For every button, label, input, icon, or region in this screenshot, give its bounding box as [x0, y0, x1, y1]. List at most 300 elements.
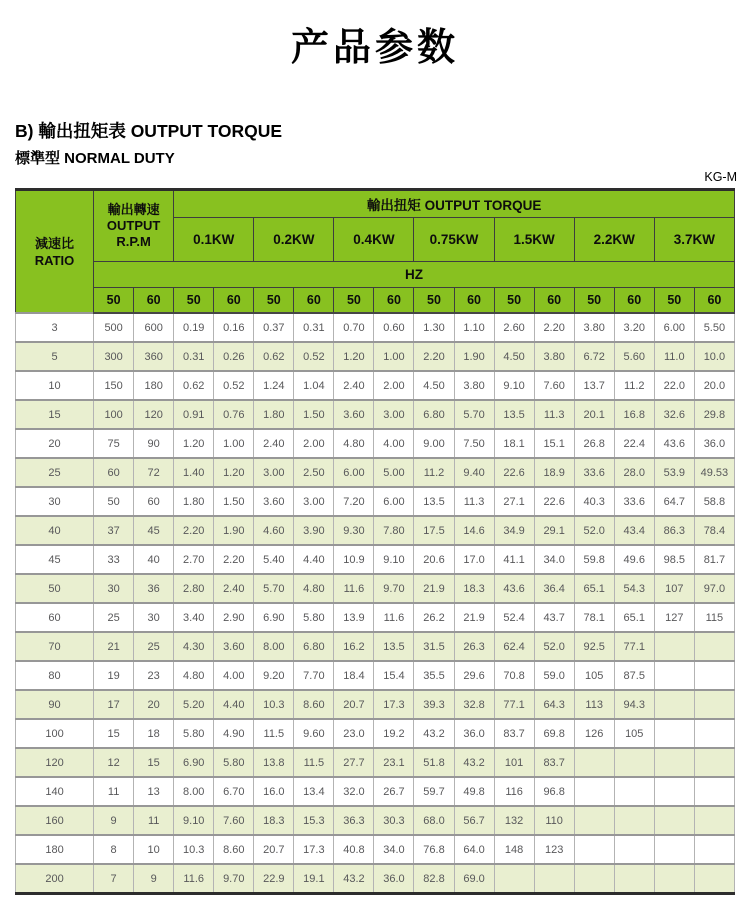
torque-cell: 14.6: [454, 516, 494, 545]
torque-cell: 17.5: [414, 516, 454, 545]
kw-column-header: 3.7KW: [654, 218, 734, 262]
torque-cell: 5.80: [214, 748, 254, 777]
torque-cell: 11.3: [454, 487, 494, 516]
torque-cell: 13.5: [494, 400, 534, 429]
torque-cell: 43.6: [494, 574, 534, 603]
torque-cell: 97.0: [694, 574, 734, 603]
torque-cell: 22.6: [534, 487, 574, 516]
torque-cell: 20.7: [334, 690, 374, 719]
torque-cell: 23.1: [374, 748, 414, 777]
torque-cell: 9.40: [454, 458, 494, 487]
hz-value-header: 60: [294, 288, 334, 314]
torque-cell: 126: [574, 719, 614, 748]
table-row: [16, 719, 735, 748]
kw-column-header: 0.2KW: [254, 218, 334, 262]
torque-cell: 1.90: [214, 516, 254, 545]
torque-cell: 62.4: [494, 632, 534, 661]
table-row: [16, 342, 735, 371]
torque-cell: 115: [694, 603, 734, 632]
page-title: 产品参数: [290, 27, 459, 69]
torque-cell: 68.0: [414, 806, 454, 835]
torque-cell: 4.00: [214, 661, 254, 690]
torque-cell: 53.9: [654, 458, 694, 487]
ratio-column-header: [16, 190, 94, 314]
torque-cell: 51.8: [414, 748, 454, 777]
torque-cell: 5.50: [694, 313, 734, 342]
ratio-cell: 60: [16, 603, 94, 632]
torque-cell: 11.3: [534, 400, 574, 429]
torque-cell: 7.50: [454, 429, 494, 458]
torque-cell: 11.6: [334, 574, 374, 603]
rpm-cell: 9: [134, 864, 174, 894]
rpm-cell: 19: [94, 661, 134, 690]
section-subheading-normal-duty: 標準型 NORMAL DUTY: [15, 150, 175, 167]
hz-group-header: HZ: [94, 262, 735, 288]
torque-cell: 9.20: [254, 661, 294, 690]
torque-cell: 5.70: [254, 574, 294, 603]
torque-cell: 29.6: [454, 661, 494, 690]
header-row-hz-values: [16, 288, 735, 314]
torque-cell: 6.00: [334, 458, 374, 487]
torque-cell: [574, 777, 614, 806]
rpm-cell: 21: [94, 632, 134, 661]
torque-cell: 4.80: [174, 661, 214, 690]
torque-cell: 81.7: [694, 545, 734, 574]
torque-cell: 15.4: [374, 661, 414, 690]
torque-cell: 19.2: [374, 719, 414, 748]
torque-cell: 4.80: [294, 574, 334, 603]
kw-column-header: 0.4KW: [334, 218, 414, 262]
torque-cell: 22.6: [494, 458, 534, 487]
kw-column-header: 2.2KW: [574, 218, 654, 262]
torque-cell: 27.7: [334, 748, 374, 777]
hz-value-header: 60: [694, 288, 734, 314]
torque-cell: [694, 632, 734, 661]
torque-cell: 4.40: [294, 545, 334, 574]
torque-cell: 13.7: [574, 371, 614, 400]
torque-cell: 34.0: [374, 835, 414, 864]
torque-cell: 54.3: [614, 574, 654, 603]
torque-cell: 4.90: [214, 719, 254, 748]
torque-cell: 18.3: [254, 806, 294, 835]
ratio-cell: 120: [16, 748, 94, 777]
torque-cell: [614, 777, 654, 806]
torque-cell: 5.70: [454, 400, 494, 429]
table-row: [16, 429, 735, 458]
torque-cell: 20.6: [414, 545, 454, 574]
rpm-cell: 360: [134, 342, 174, 371]
rpm-cell: 11: [134, 806, 174, 835]
torque-cell: [694, 748, 734, 777]
torque-cell: 17.3: [294, 835, 334, 864]
torque-cell: 6.70: [214, 777, 254, 806]
rpm-cell: 40: [134, 545, 174, 574]
torque-cell: 87.5: [614, 661, 654, 690]
torque-cell: 64.3: [534, 690, 574, 719]
torque-cell: 101: [494, 748, 534, 777]
torque-cell: 43.2: [334, 864, 374, 894]
torque-cell: 39.3: [414, 690, 454, 719]
torque-cell: [654, 719, 694, 748]
hz-value-header: 60: [614, 288, 654, 314]
ratio-cell: 30: [16, 487, 94, 516]
torque-cell: 2.40: [334, 371, 374, 400]
torque-cell: 2.40: [254, 429, 294, 458]
torque-cell: 40.8: [334, 835, 374, 864]
torque-cell: 1.50: [214, 487, 254, 516]
torque-cell: 0.62: [254, 342, 294, 371]
rpm-cell: 72: [134, 458, 174, 487]
header-row-hz: [16, 262, 735, 288]
torque-cell: 3.60: [254, 487, 294, 516]
torque-cell: 26.8: [574, 429, 614, 458]
table-row: [16, 603, 735, 632]
torque-cell: 4.50: [414, 371, 454, 400]
ratio-cell: 90: [16, 690, 94, 719]
torque-cell: 2.20: [174, 516, 214, 545]
torque-cell: 5.80: [174, 719, 214, 748]
torque-cell: 65.1: [614, 603, 654, 632]
torque-cell: 32.0: [334, 777, 374, 806]
rpm-cell: 8: [94, 835, 134, 864]
hz-value-header: 50: [174, 288, 214, 314]
torque-cell: 9.70: [214, 864, 254, 894]
torque-cell: 7.20: [334, 487, 374, 516]
torque-cell: [494, 864, 534, 894]
hz-value-header: 60: [534, 288, 574, 314]
torque-cell: 1.90: [454, 342, 494, 371]
torque-cell: 43.4: [614, 516, 654, 545]
torque-cell: 0.70: [334, 313, 374, 342]
ratio-cell: 80: [16, 661, 94, 690]
torque-cell: 23.0: [334, 719, 374, 748]
torque-cell: 2.00: [374, 371, 414, 400]
torque-cell: 83.7: [534, 748, 574, 777]
torque-cell: 11.2: [614, 371, 654, 400]
torque-cell: 1.10: [454, 313, 494, 342]
torque-cell: 18.4: [334, 661, 374, 690]
kw-column-header: 1.5KW: [494, 218, 574, 262]
ratio-cell: 15: [16, 400, 94, 429]
torque-cell: 18.3: [454, 574, 494, 603]
hz-value-header: 60: [454, 288, 494, 314]
torque-cell: 36.0: [374, 864, 414, 894]
rpm-cell: 120: [134, 400, 174, 429]
torque-cell: 3.00: [294, 487, 334, 516]
torque-cell: 49.6: [614, 545, 654, 574]
torque-cell: [694, 661, 734, 690]
torque-cell: 105: [614, 719, 654, 748]
torque-cell: 0.60: [374, 313, 414, 342]
torque-cell: 1.04: [294, 371, 334, 400]
torque-cell: 4.30: [174, 632, 214, 661]
torque-cell: 11.0: [654, 342, 694, 371]
rpm-cell: 150: [94, 371, 134, 400]
rpm-cell: 12: [94, 748, 134, 777]
rpm-cell: 30: [94, 574, 134, 603]
ratio-cell: 50: [16, 574, 94, 603]
torque-cell: 0.37: [254, 313, 294, 342]
torque-cell: 32.8: [454, 690, 494, 719]
torque-cell: 64.7: [654, 487, 694, 516]
ratio-cell: 70: [16, 632, 94, 661]
rpm-label-en2: R.P.M: [116, 234, 151, 249]
torque-cell: 78.1: [574, 603, 614, 632]
torque-cell: 7.80: [374, 516, 414, 545]
torque-cell: 5.60: [614, 342, 654, 371]
hz-value-header: 50: [654, 288, 694, 314]
torque-cell: 70.8: [494, 661, 534, 690]
torque-cell: 4.50: [494, 342, 534, 371]
torque-cell: 43.2: [454, 748, 494, 777]
torque-cell: 105: [574, 661, 614, 690]
torque-cell: 21.9: [414, 574, 454, 603]
torque-cell: 3.40: [174, 603, 214, 632]
rpm-cell: 100: [94, 400, 134, 429]
torque-cell: 5.40: [254, 545, 294, 574]
torque-cell: 36.4: [534, 574, 574, 603]
torque-cell: [574, 864, 614, 894]
rpm-cell: 13: [134, 777, 174, 806]
torque-cell: 82.8: [414, 864, 454, 894]
rpm-cell: 15: [134, 748, 174, 777]
hz-value-header: 50: [94, 288, 134, 314]
torque-cell: [614, 835, 654, 864]
torque-cell: 33.6: [574, 458, 614, 487]
torque-cell: [654, 632, 694, 661]
torque-cell: 43.6: [654, 429, 694, 458]
torque-cell: 2.20: [214, 545, 254, 574]
torque-cell: [574, 806, 614, 835]
torque-cell: 10.3: [174, 835, 214, 864]
hz-value-header: 60: [374, 288, 414, 314]
torque-cell: 8.00: [174, 777, 214, 806]
kw-column-header: 0.1KW: [174, 218, 254, 262]
hz-value-header: 60: [134, 288, 174, 314]
ratio-cell: 45: [16, 545, 94, 574]
table-row: [16, 313, 735, 342]
torque-cell: 36.0: [454, 719, 494, 748]
torque-cell: 34.9: [494, 516, 534, 545]
torque-cell: 6.90: [174, 748, 214, 777]
torque-cell: 52.0: [534, 632, 574, 661]
torque-group-header: 輸出扭矩 OUTPUT TORQUE: [174, 190, 735, 218]
torque-cell: 35.5: [414, 661, 454, 690]
torque-cell: 43.7: [534, 603, 574, 632]
torque-cell: 3.60: [334, 400, 374, 429]
ratio-cell: 180: [16, 835, 94, 864]
torque-cell: 1.50: [294, 400, 334, 429]
torque-cell: 2.50: [294, 458, 334, 487]
torque-cell: 13.5: [414, 487, 454, 516]
torque-cell: 0.19: [174, 313, 214, 342]
torque-cell: 2.20: [534, 313, 574, 342]
torque-cell: [654, 806, 694, 835]
torque-cell: 8.60: [294, 690, 334, 719]
torque-cell: 0.62: [174, 371, 214, 400]
rpm-cell: 33: [94, 545, 134, 574]
torque-cell: 4.80: [334, 429, 374, 458]
header-row-1: [16, 190, 735, 218]
ratio-cell: 20: [16, 429, 94, 458]
torque-cell: 1.20: [214, 458, 254, 487]
torque-cell: 11.6: [374, 603, 414, 632]
ratio-cell: 160: [16, 806, 94, 835]
torque-cell: 3.00: [374, 400, 414, 429]
rpm-cell: 10: [134, 835, 174, 864]
torque-cell: 5.20: [174, 690, 214, 719]
torque-cell: 2.20: [414, 342, 454, 371]
torque-cell: 4.00: [374, 429, 414, 458]
rpm-column-header: [94, 190, 174, 262]
rpm-cell: 60: [134, 487, 174, 516]
torque-cell: [654, 748, 694, 777]
hz-value-header: 50: [414, 288, 454, 314]
torque-cell: 11.5: [254, 719, 294, 748]
torque-cell: 6.80: [414, 400, 454, 429]
torque-cell: 4.60: [254, 516, 294, 545]
torque-cell: 28.0: [614, 458, 654, 487]
torque-cell: 59.0: [534, 661, 574, 690]
rpm-cell: 17: [94, 690, 134, 719]
torque-cell: 59.8: [574, 545, 614, 574]
output-torque-table: [15, 188, 735, 895]
torque-cell: 1.00: [374, 342, 414, 371]
torque-cell: [614, 806, 654, 835]
torque-cell: 5.00: [374, 458, 414, 487]
torque-cell: [574, 748, 614, 777]
torque-cell: 110: [534, 806, 574, 835]
torque-cell: 3.00: [254, 458, 294, 487]
table-row: [16, 835, 735, 864]
torque-cell: 8.60: [214, 835, 254, 864]
torque-cell: [694, 806, 734, 835]
torque-cell: 33.6: [614, 487, 654, 516]
kw-column-header: 0.75KW: [414, 218, 494, 262]
torque-cell: 113: [574, 690, 614, 719]
torque-cell: 29.8: [694, 400, 734, 429]
torque-cell: 6.00: [654, 313, 694, 342]
rpm-cell: 23: [134, 661, 174, 690]
ratio-label-zh: 減速比: [35, 235, 75, 251]
torque-cell: 0.52: [214, 371, 254, 400]
table-row: [16, 864, 735, 894]
torque-cell: 9.10: [494, 371, 534, 400]
torque-cell: 3.60: [214, 632, 254, 661]
torque-cell: 3.80: [574, 313, 614, 342]
torque-cell: 1.20: [174, 429, 214, 458]
torque-cell: 26.3: [454, 632, 494, 661]
torque-cell: 13.9: [334, 603, 374, 632]
torque-cell: 86.3: [654, 516, 694, 545]
torque-cell: 116: [494, 777, 534, 806]
rpm-cell: 25: [94, 603, 134, 632]
ratio-cell: 3: [16, 313, 94, 342]
torque-cell: 11.2: [414, 458, 454, 487]
torque-cell: 26.2: [414, 603, 454, 632]
torque-cell: 6.72: [574, 342, 614, 371]
torque-cell: [654, 661, 694, 690]
hz-value-header: 50: [574, 288, 614, 314]
torque-cell: 69.0: [454, 864, 494, 894]
torque-cell: 16.0: [254, 777, 294, 806]
torque-cell: 30.3: [374, 806, 414, 835]
table-row: [16, 516, 735, 545]
rpm-cell: 500: [94, 313, 134, 342]
torque-cell: 148: [494, 835, 534, 864]
torque-cell: 2.90: [214, 603, 254, 632]
torque-cell: [654, 690, 694, 719]
torque-cell: 77.1: [614, 632, 654, 661]
table-row: [16, 400, 735, 429]
torque-cell: 52.4: [494, 603, 534, 632]
torque-cell: 11.5: [294, 748, 334, 777]
rpm-label-zh: 輸出轉速: [107, 202, 160, 217]
torque-cell: 7.60: [214, 806, 254, 835]
torque-cell: 10.0: [694, 342, 734, 371]
hz-value-header: 50: [254, 288, 294, 314]
rpm-cell: 36: [134, 574, 174, 603]
torque-cell: [694, 690, 734, 719]
rpm-cell: 300: [94, 342, 134, 371]
section-heading-output-torque: B) 輸出扭矩表 OUTPUT TORQUE: [15, 121, 283, 141]
rpm-cell: 20: [134, 690, 174, 719]
torque-cell: [654, 864, 694, 894]
torque-cell: 107: [654, 574, 694, 603]
rpm-cell: 37: [94, 516, 134, 545]
torque-cell: 1.80: [254, 400, 294, 429]
torque-cell: 1.80: [174, 487, 214, 516]
torque-cell: 22.0: [654, 371, 694, 400]
torque-cell: [694, 835, 734, 864]
torque-cell: [614, 748, 654, 777]
torque-cell: 22.4: [614, 429, 654, 458]
torque-cell: 1.00: [214, 429, 254, 458]
ratio-cell: 5: [16, 342, 94, 371]
torque-cell: 36.0: [694, 429, 734, 458]
ratio-cell: 200: [16, 864, 94, 894]
torque-cell: [654, 777, 694, 806]
torque-cell: 7.60: [534, 371, 574, 400]
torque-cell: 76.8: [414, 835, 454, 864]
torque-cell: 1.30: [414, 313, 454, 342]
torque-cell: 18.1: [494, 429, 534, 458]
torque-cell: 132: [494, 806, 534, 835]
torque-cell: 11.6: [174, 864, 214, 894]
torque-cell: 0.26: [214, 342, 254, 371]
rpm-cell: 15: [94, 719, 134, 748]
hz-value-header: 50: [334, 288, 374, 314]
torque-cell: 20.1: [574, 400, 614, 429]
torque-cell: 6.80: [294, 632, 334, 661]
torque-cell: [574, 835, 614, 864]
torque-cell: 31.5: [414, 632, 454, 661]
rpm-cell: 25: [134, 632, 174, 661]
table-row: [16, 690, 735, 719]
rpm-cell: 9: [94, 806, 134, 835]
table-row: [16, 632, 735, 661]
torque-cell: 2.80: [174, 574, 214, 603]
torque-cell: 0.76: [214, 400, 254, 429]
torque-cell: 43.2: [414, 719, 454, 748]
torque-cell: 20.0: [694, 371, 734, 400]
torque-cell: 2.60: [494, 313, 534, 342]
torque-cell: 10.3: [254, 690, 294, 719]
rpm-cell: 600: [134, 313, 174, 342]
hz-value-header: 50: [494, 288, 534, 314]
torque-cell: 2.00: [294, 429, 334, 458]
torque-cell: 6.90: [254, 603, 294, 632]
